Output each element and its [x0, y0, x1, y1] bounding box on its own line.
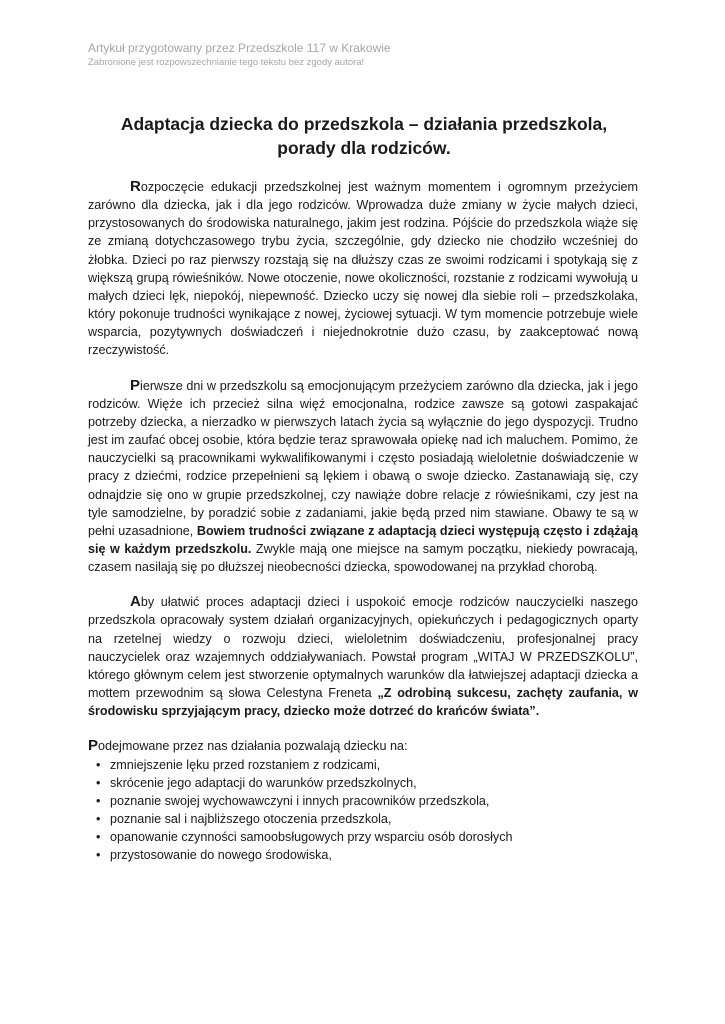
- document-title: [88, 112, 640, 160]
- bullet-list: [88, 756, 638, 865]
- paragraph-initial: P: [130, 376, 141, 394]
- document-body: [88, 178, 638, 864]
- list-item: • opanowanie czynności samoobsługowych przy wsparciu osób dorosłych: [88, 828, 638, 846]
- title-line-1: Adaptacja dziecka do przedszkola – działania przedszkola,: [120, 114, 608, 134]
- list-intro-initial: P: [88, 737, 99, 755]
- header-copyright-notice: Zabronione jest rozpowszechnianie tego tekstu bez zgody autora!: [88, 57, 365, 68]
- paragraph-intro: [88, 178, 638, 360]
- document-header: [88, 40, 648, 70]
- paragraph-quote: „Z odrobiną sukcesu, zachęty zaufania, w środowisku sprzyjającym pracy, dziecko może dotrzeć do krańców świata”.: [88, 686, 639, 719]
- list-intro: [88, 737, 638, 755]
- paragraph-program: [88, 593, 638, 720]
- paragraph-initial: A: [130, 593, 141, 611]
- list-item: • poznanie sal i najbliższego otoczenia przedszkola,: [88, 810, 638, 828]
- list-item: • poznanie swojej wychowawczyni i innych pracowników przedszkola,: [88, 792, 638, 810]
- paragraph-text: ierwsze dni w przedszkolu są emocjonującym przeżyciem zarówno dla dziecka, jak i jego rodziców. Więźe ich przecież silna więź emocjonalna, rodzice zawsze są gotowi zaspakajać potrzeby dziecka, a nierzadko w pierwszych latach życia są wyłącznie do jego dyspozycji. Trudno jest im zaufać obcej osobie, która będzie teraz sprawowała opiekę nad ich maluchem. Pomimo, że nauczycielki są pracownikami wykwalifikowanymi i często posiadają wieloletnie doświadczenie w pracy z dziećmi, rodzice przepełnieni są lękiem i obawą o swoje dziecko. Zastanawiają się, czy odnajdzie się ono w grupie przedszkolnej, czy nawiąże dobre relacje z rówieśnikami, czy jest na tyle samodzielne, by poradzić sobie z zadaniami, jakie będą przed nim stawiane. Obawy te są w pełni uzasadnione,: [88, 378, 638, 538]
- list-intro-text: odejmowane przez nas działania pozwalają dziecku na:: [98, 739, 408, 754]
- list-item: • skrócenie jego adaptacji do warunków przedszkolnych,: [88, 774, 638, 792]
- paragraph-first-days: [88, 377, 638, 577]
- list-item: • przystosowanie do nowego środowiska,: [88, 846, 638, 864]
- list-item: • zmniejszenie lęku przed rozstaniem z rodzicami,: [88, 756, 638, 774]
- title-line-2: porady dla rodziców.: [277, 138, 451, 158]
- header-attribution: Artykuł przygotowany przez Przedszkole 117 w Krakowie: [88, 41, 391, 55]
- paragraph-bold-text: Bowiem trudności związane z adaptacją dzieci występują często i zdążają się w każdym przedszkolu.: [88, 523, 639, 556]
- paragraph-text: ozpoczęcie edukacji przedszkolnej jest ważnym momentem i ogromnym przeżyciem zarówno dla dziecka, jak i dla jego rodziców. Wprowadza duże zmiany w życie małych dzieci, przystosowanych do środowiska naturalnego, jakim jest rodzina. Pójście do przedszkola wiąże się ze zmianą dotychczasowego trybu życia, szczególnie, gdy dziecko nie chodziło wcześniej do żłobka. Dzieci po raz pierwszy rozstają się na dłuższy czas ze swoimi rodzicami i spotykają się z większą grupą rówieśników. Nowe otoczenie, nowe okoliczności, rozstanie z rodzicami wywołują u małych dzieci lęk, niepokój, niepewność. Dziecko uczy się nowej dla siebie roli – przedszkolaka, który pokonuje trudności wynikające z nowej, życiowej sytuacji. W tym momencie potrzebuje wiele wsparcia, pozytywnych doświadczeń i niejednokrotnie dużo czasu, by zaakceptować nową rzeczywistość.: [88, 180, 638, 358]
- paragraph-initial: R: [130, 178, 141, 195]
- paragraph-text: by ułatwić proces adaptacji dzieci i uspokoić emocje rodziców nauczycielki naszego przedszkola opracowały system działań organizacyjnych, opiekuńczych i pedagogicznych oparty na rzetelnej wiedzy o rozwoju dzieci, wieloletnim doświadczeniu, profesjonalnej pracy nauczycielek oraz wzajemnych oddziaływaniach. Powstał program „WITAJ W PRZEDSZKOLU”, którego głównym celem jest stworzenie optymalnych warunków dla łatwiejszej adaptacji dziecka a mottem przewodnim są słowa Celestyna Freneta: [88, 595, 638, 701]
- paragraph-text-tail: Zwykle mają one miejsce na samym początku, niekiedy powracają, czasem nasilają się po dłuższej nieobecności dziecka, spowodowanej na przykład chorobą.: [88, 541, 638, 575]
